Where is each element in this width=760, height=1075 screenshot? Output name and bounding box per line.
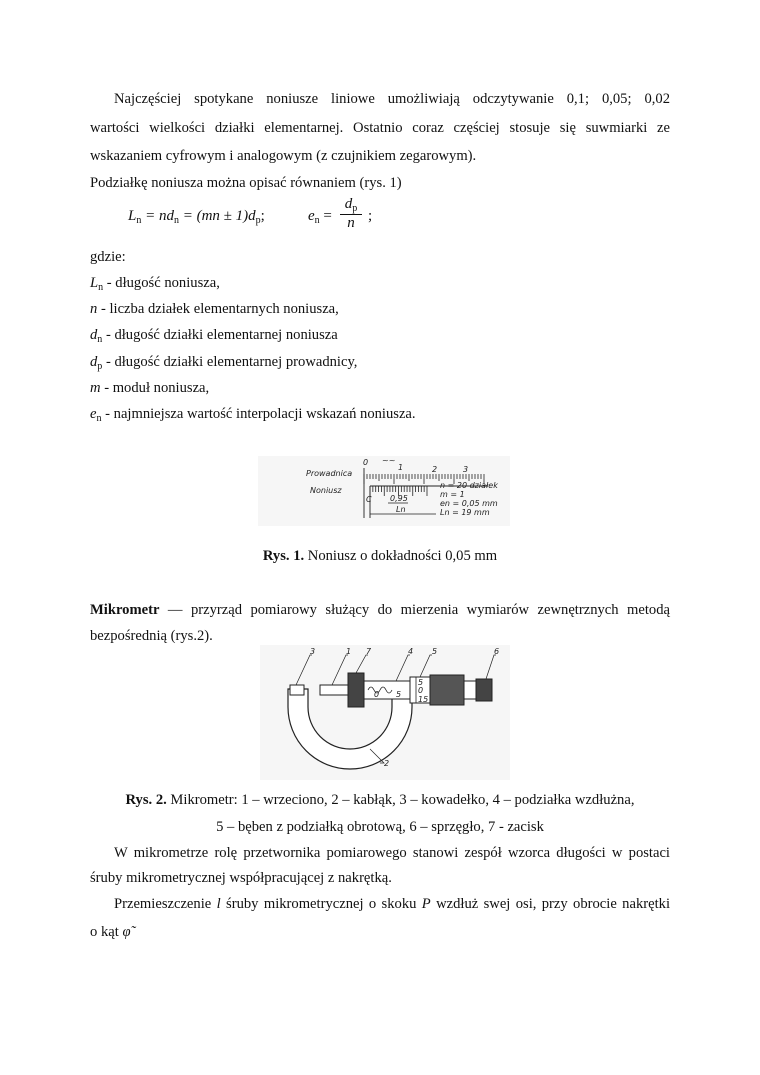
para4-line1: Przemieszczenie l śruby mikrometrycznej o skoku P wzdłuż swej osi, przy obrocie nakrętki: [114, 896, 670, 912]
figure2-zero: 0: [374, 690, 380, 699]
caption-fig2-line2: 5 – bęben z podziałką obrotową, 6 – sprzęgło, 7 - zacisk: [216, 819, 544, 835]
para4-line2: o kąt φ̃: [90, 924, 131, 940]
definition-item: n - liczba działek elementarnych noniusza,: [90, 301, 339, 317]
figure2-scale-num: 0: [418, 686, 424, 695]
para1-line2: wartości wielkości działki elementarnej. Ostatnio coraz częściej stosuje się suwmiarki ze: [90, 120, 670, 136]
figure1-legend-line: n = 20 działek: [440, 481, 498, 490]
mikrometr-line1: Mikrometr — przyrząd pomiarowy służący do mierzenia wymiarów zewnętrznych metodą: [90, 602, 670, 618]
definition-item: $e_n$ - najmniejsza wartość interpolacji wskazań noniusza.: [90, 406, 416, 424]
formula-left: $L_n = nd_n = (mn \pm 1)d_p$;: [128, 208, 265, 226]
figure1-value: 0,95: [390, 494, 408, 503]
figure2-scale-num: 15: [418, 695, 429, 704]
figure2-label-7: 7: [366, 647, 372, 656]
figure1-tick-1: 1: [398, 463, 404, 472]
caption-fig2-line1: Rys. 2. Mikrometr: 1 – wrzeciono, 2 – kabłąk, 3 – kowadełko, 4 – podziałka wzdłużna,: [125, 792, 635, 808]
figure2-label-3: 3: [310, 647, 316, 656]
definition-item: m - moduł noniusza,: [90, 380, 210, 396]
para2: Podziałkę noniusza można opisać równaniem (rys. 1): [90, 175, 402, 191]
figure1-label-prowadnica: Prowadnica: [306, 469, 353, 478]
figure1-tick-3: 3: [463, 465, 469, 474]
figure1-ln-label: Ln: [396, 505, 406, 514]
figure2-label-6: 6: [494, 647, 500, 656]
caption-fig1: Rys. 1. Noniusz o dokładności 0,05 mm: [262, 548, 498, 564]
figure2-five: 5: [396, 690, 402, 699]
figure2-label-1: 1: [346, 647, 352, 656]
figure1-label-noniusz: Noniusz: [310, 486, 342, 495]
formula-right: $e_n$ =: [308, 208, 332, 226]
figure2-label-5: 5: [432, 647, 438, 656]
formula-fraction: $\frac{d_p}{n}$: [340, 196, 362, 233]
para3-line1: W mikrometrze rolę przetwornika pomiarowego stanowi zespół wzorca długości w postaci: [114, 845, 670, 861]
para1-line3: wskazaniem cyfrowym i analogowym (z czujnikiem zegarowym).: [90, 148, 477, 164]
figure1-legend-line: m = 1: [440, 490, 465, 499]
figure1-tick-0: 0: [363, 458, 369, 467]
definition-item: $L_n$ - długość noniusza,: [90, 275, 220, 293]
figure2-label-2: 2: [384, 759, 390, 768]
definition-item: $d_n$ - długość działki elementarnej noniusza: [90, 327, 338, 345]
definition-item: $d_p$ - długość działki elementarnej prowadnicy,: [90, 354, 358, 372]
figure1-top-mark: ~~: [382, 456, 396, 465]
figure2-scale-num: 5: [418, 678, 424, 687]
figure1-c-label: C: [366, 495, 372, 504]
where-label: gdzie:: [90, 249, 126, 265]
formula-semicolon: ;: [368, 208, 373, 224]
figure1-tick-2: 2: [432, 465, 438, 474]
figure2-label-4: 4: [408, 647, 414, 656]
para1-line1: Najczęściej spotykane noniusze liniowe umożliwiają odczytywanie 0,1; 0,05; 0,02: [114, 91, 670, 107]
formula: [128, 196, 448, 244]
vernier-figure: [258, 456, 510, 526]
figure1-legend-line: Ln = 19 mm: [440, 508, 490, 517]
mikrometr-line2: bezpośrednią (rys.2).: [90, 628, 213, 644]
figure1-legend-line: en = 0,05 mm: [440, 499, 498, 508]
micrometer-figure: [260, 645, 510, 780]
para3-line2: śruby mikrometrycznej współpracującej z nakrętką.: [90, 870, 392, 886]
